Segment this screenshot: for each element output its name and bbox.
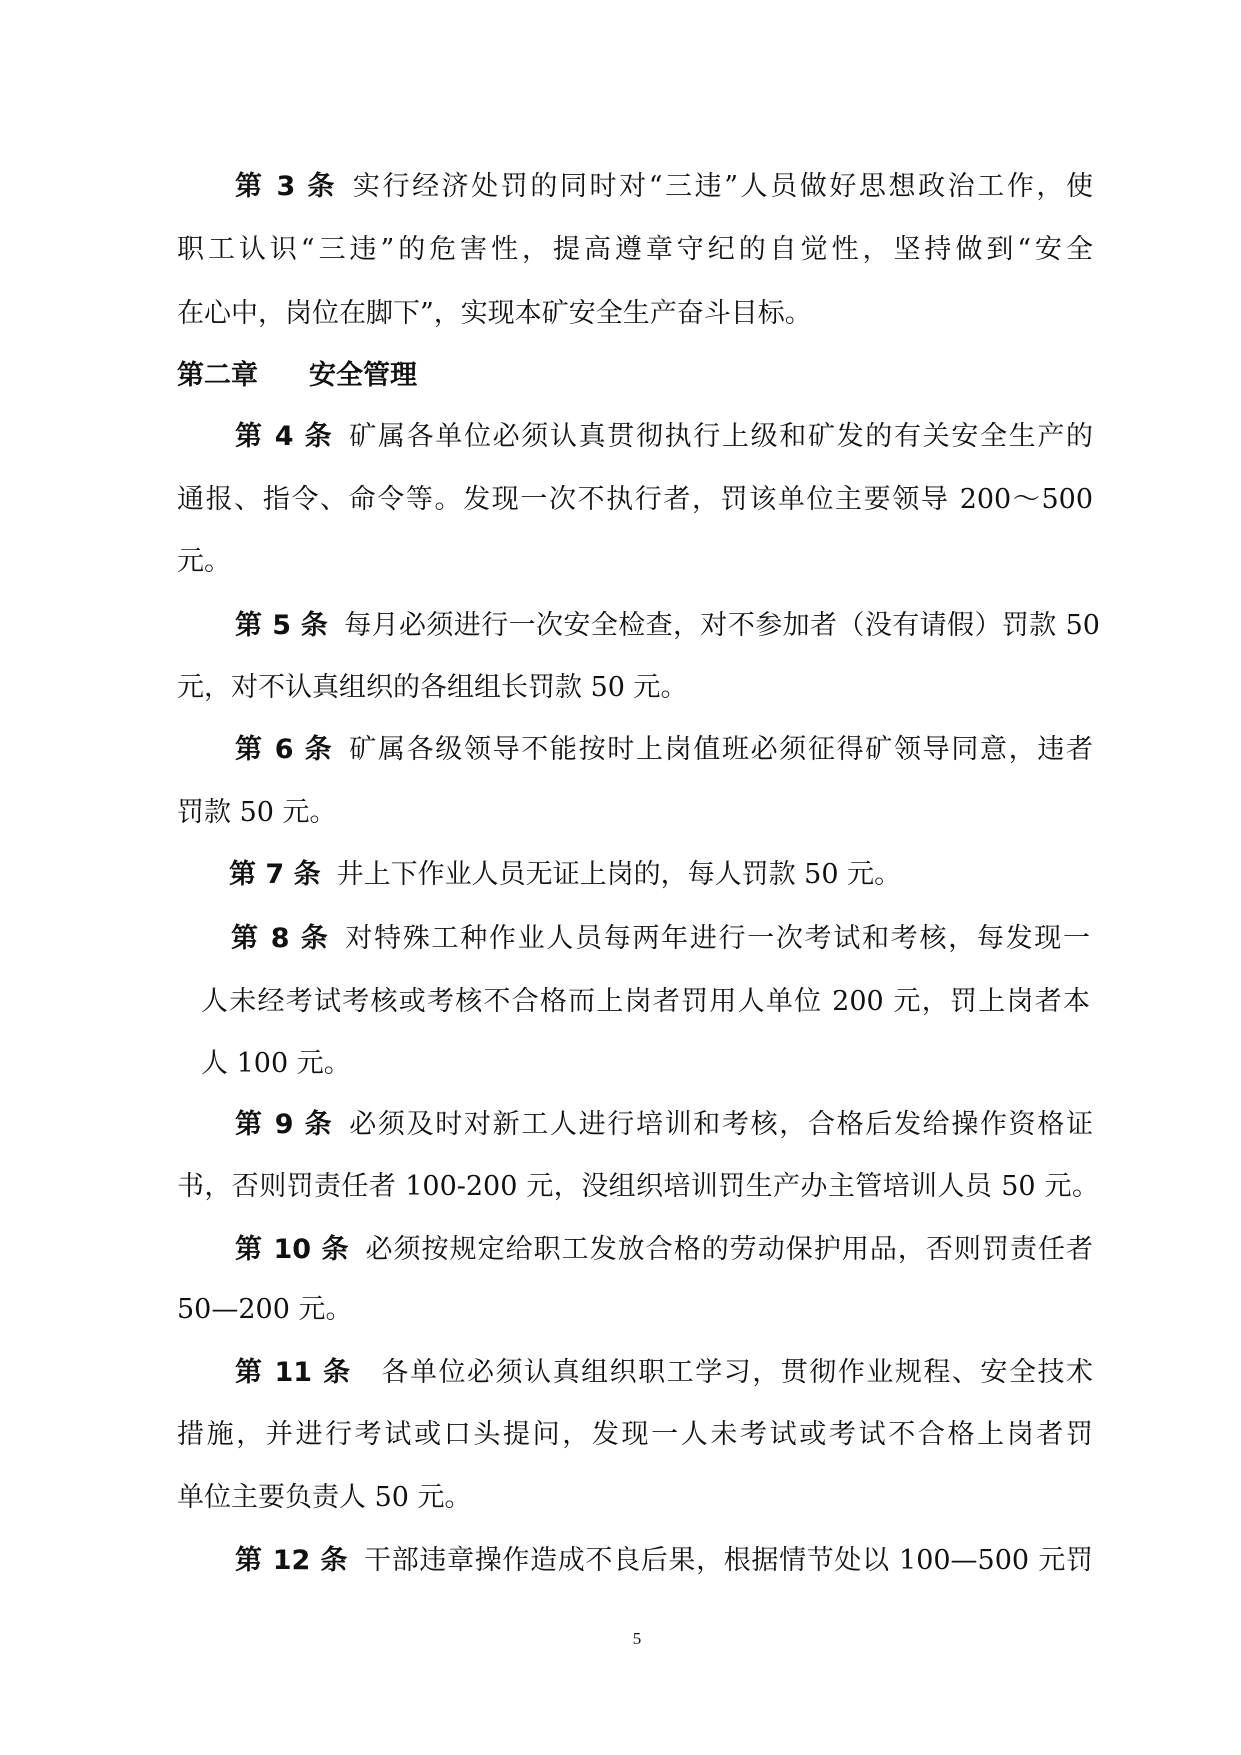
article-7-line-1 <box>229 855 1093 895</box>
article-11-line-1 <box>235 1353 1093 1393</box>
article-11-label: 第 11 条 <box>235 1357 352 1388</box>
article-9-line-1 <box>235 1105 1093 1145</box>
article-7-label: 第 7 条 <box>229 859 321 890</box>
article-6-line-1 <box>235 730 1093 770</box>
article-6-label: 第 6 条 <box>235 734 334 765</box>
article-8-line-3 <box>201 1044 1090 1084</box>
article-4-text-3: 元。 <box>177 546 231 577</box>
article-12-text-1: 干部违章操作造成不良后果，根据情节处以 100—500 元罚 <box>364 1545 1094 1576</box>
article-8-line-2 <box>201 982 1090 1022</box>
article-5-text-1: 每月必须进行一次安全检查，对不参加者（没有请假）罚款 50 <box>344 610 1100 641</box>
article-3-text-2: 职工认识“三违”的危害性，提高遵章守纪的自觉性，坚持做到“安全 <box>177 234 1093 265</box>
article-3-line-3 <box>177 294 1093 334</box>
article-8-text-2: 人未经考试考核或考核不合格而上岗者罚用人单位 200 元，罚上岗者本 <box>201 986 1090 1017</box>
article-4-line-3 <box>177 542 1093 582</box>
article-3-label: 第 3 条 <box>235 171 337 202</box>
article-4-text-2: 通报、指令、命令等。发现一次不执行者，罚该单位主要领导 200～500 <box>177 484 1093 515</box>
article-6-text-2: 罚款 50 元。 <box>177 797 337 828</box>
article-3-line-1 <box>235 167 1093 207</box>
article-9-line-2 <box>177 1167 1099 1207</box>
article-11-text-1: 各单位必须认真组织职工学习，贯彻作业规程、安全技术 <box>381 1357 1094 1388</box>
article-3-text-1: 实行经济处罚的同时对“三违”人员做好思想政治工作，使 <box>352 171 1093 202</box>
article-8-label: 第 8 条 <box>231 923 330 954</box>
article-5-text-2: 元，对不认真组织的各组组长罚款 50 元。 <box>177 672 688 703</box>
article-4-line-1 <box>235 417 1093 457</box>
article-10-label: 第 10 条 <box>235 1234 350 1265</box>
article-11-text-2: 措施，并进行考试或口头提问，发现一人未考试或考试不合格上岗者罚 <box>177 1419 1093 1450</box>
page-number: 5 <box>632 1629 642 1648</box>
article-10-line-1 <box>235 1230 1093 1270</box>
article-12-label: 第 12 条 <box>235 1545 349 1576</box>
article-11-text-3: 单位主要负责人 50 元。 <box>177 1482 472 1513</box>
article-6-text-1: 矿属各级领导不能按时上岗值班必须征得矿领导同意，违者 <box>349 734 1093 765</box>
article-10-text-1: 必须按规定给职工发放合格的劳动保护用品，否则罚责任者 <box>365 1234 1094 1265</box>
article-4-label: 第 4 条 <box>235 421 334 452</box>
chapter-title: 安全管理 <box>309 360 417 391</box>
article-11-line-2 <box>177 1415 1093 1455</box>
chapter-number: 第二章 <box>177 360 258 391</box>
article-4-text-1: 矿属各单位必须认真贯彻执行上级和矿发的有关安全生产的 <box>349 421 1093 452</box>
article-11-line-3 <box>177 1478 1093 1518</box>
article-9-label: 第 9 条 <box>235 1109 334 1140</box>
article-8-text-1: 对特殊工种作业人员每两年进行一次考试和考核，每发现一 <box>345 923 1090 954</box>
article-5-line-2 <box>177 668 1093 708</box>
article-4-line-2 <box>177 480 1093 520</box>
article-9-text-1: 必须及时对新工人进行培训和考核，合格后发给操作资格证 <box>349 1109 1093 1140</box>
article-8-text-3: 人 100 元。 <box>201 1048 351 1079</box>
article-7-text-1: 井上下作业人员无证上岗的，每人罚款 50 元。 <box>336 859 902 890</box>
article-10-line-2 <box>177 1290 1093 1330</box>
article-5-label: 第 5 条 <box>235 610 329 641</box>
article-6-line-2 <box>177 793 1093 833</box>
article-3-text-3: 在心中，岗位在脚下”，实现本矿安全生产奋斗目标。 <box>177 298 812 329</box>
article-5-line-1 <box>235 606 1100 646</box>
article-9-text-2: 书，否则罚责任者 100-200 元，没组织培训罚生产办主管培训人员 50 元。 <box>177 1171 1099 1202</box>
article-10-text-2: 50—200 元。 <box>177 1294 353 1325</box>
article-8-line-1 <box>231 919 1090 959</box>
article-3-line-2 <box>177 230 1093 270</box>
article-12-line-1 <box>235 1541 1093 1581</box>
